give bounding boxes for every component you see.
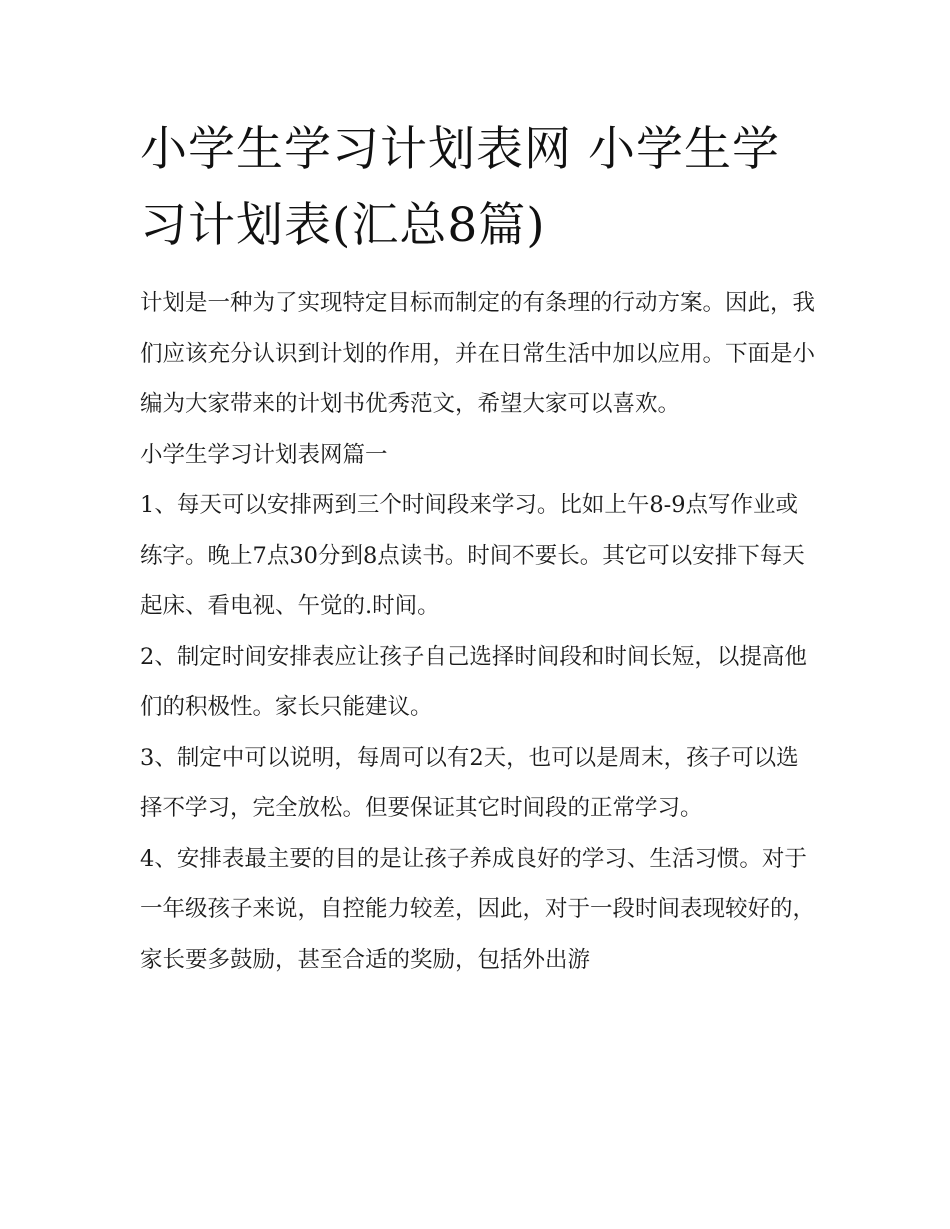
- intro-paragraph: 计划是一种为了实现特定目标而制定的有条理的行动方案。因此，我们应该充分认识到计划的作用，并在日常生活中加以应用。下面是小编为大家带来的计划书优秀范文，希望大家可以喜欢。: [140, 290, 816, 417]
- document-body: [140, 278, 820, 985]
- section-heading: 小学生学习计划表网篇一: [140, 441, 388, 468]
- document-title: 小学生学习计划表网 小学生学习计划表(汇总8篇): [140, 122, 780, 253]
- list-item: 3、制定中可以说明，每周可以有2天，也可以是周末，孩子可以选择不学习，完全放松。但要保证其它时间段的正常学习。: [140, 744, 799, 821]
- list-item: 1、每天可以安排两到三个时间段来学习。比如上午8-9点写作业或练字。晚上7点30分到8点读书。时间不要长。其它可以安排下每天起床、看电视、午觉的.时间。: [140, 492, 805, 619]
- list-item: 2、制定时间安排表应让孩子自己选择时间段和时间长短，以提高他们的积极性。家长只能建议。: [140, 643, 807, 720]
- list-item: 4、安排表最主要的目的是让孩子养成良好的学习、生活习惯。对于一年级孩子来说，自控能力较差，因此，对于一段时间表现较好的，家长要多鼓励，甚至合适的奖励，包括外出游: [140, 845, 816, 973]
